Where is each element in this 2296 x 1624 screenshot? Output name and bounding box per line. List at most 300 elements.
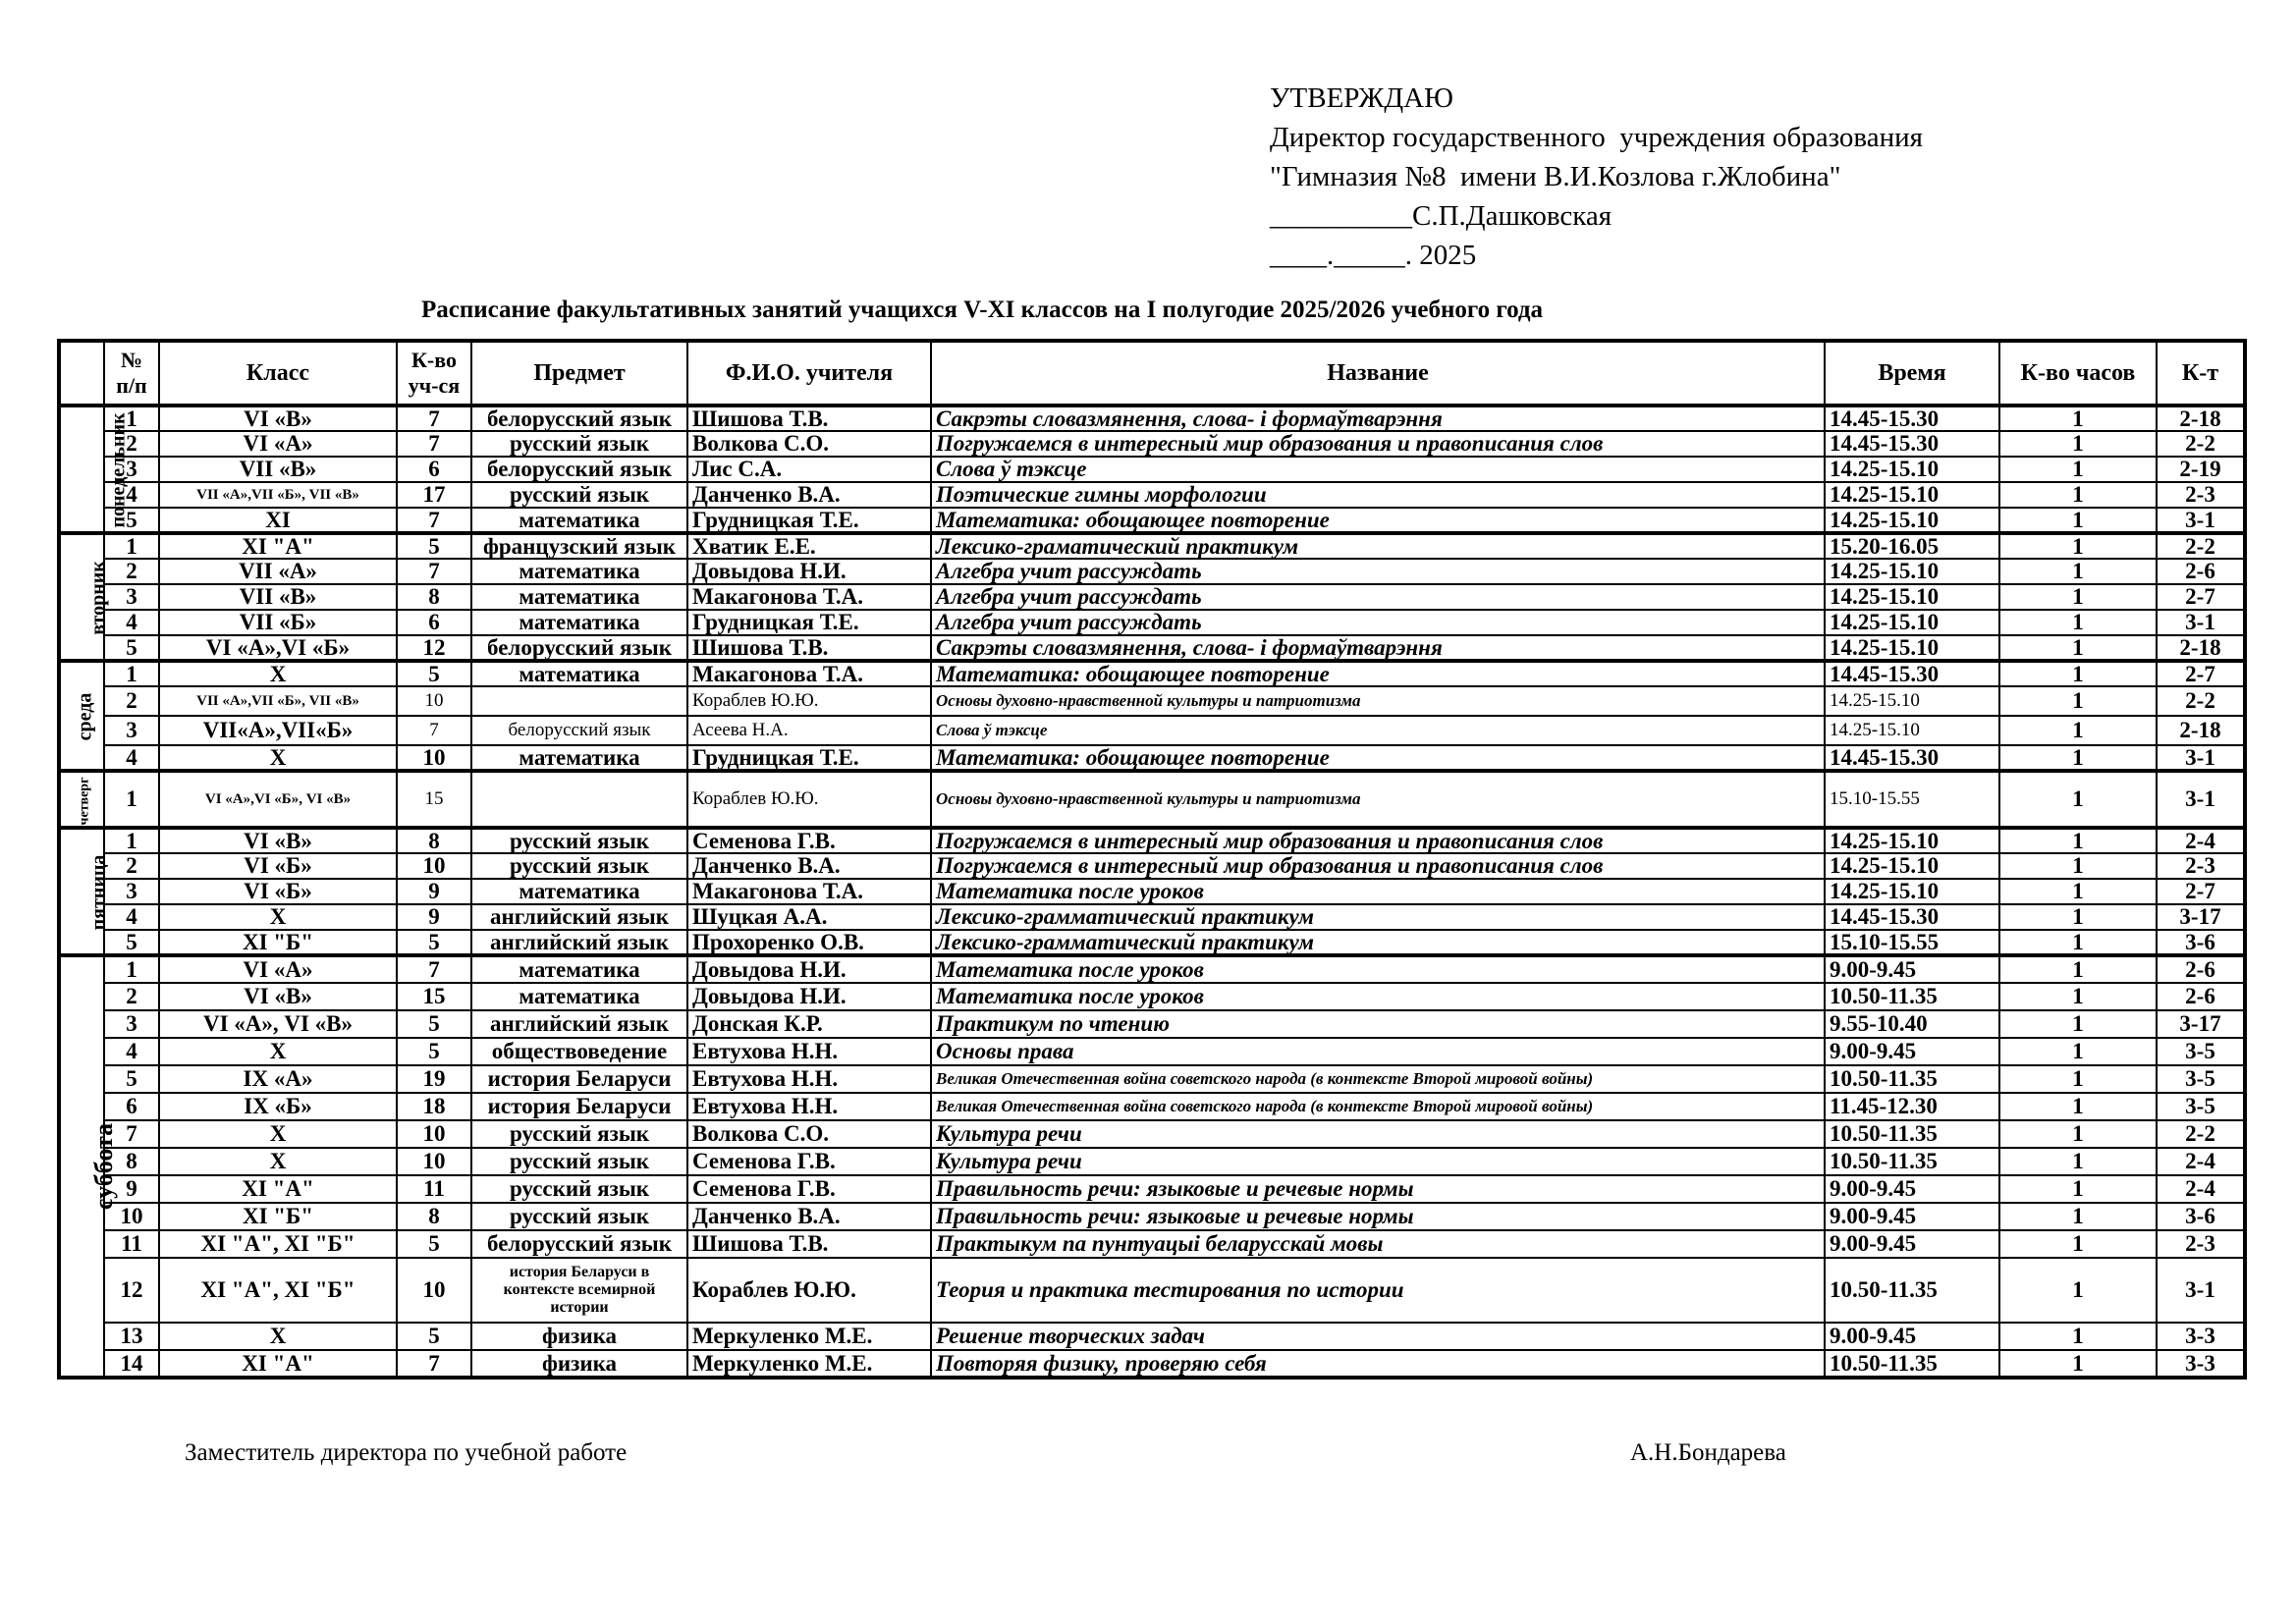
cell-num: 1 xyxy=(104,828,159,853)
cell-num: 13 xyxy=(104,1323,159,1350)
cell-num: 4 xyxy=(104,904,159,930)
cell-hours: 1 xyxy=(1999,1120,2157,1148)
table-row xyxy=(59,716,2245,745)
cell-class: VI «А» xyxy=(159,431,397,457)
cell-num: 12 xyxy=(104,1258,159,1323)
cell-num: 5 xyxy=(104,508,159,533)
cell-hours: 1 xyxy=(1999,559,2157,584)
cell-subject: обществоведение xyxy=(471,1038,687,1065)
cell-time: 9.55-10.40 xyxy=(1825,1010,1999,1038)
cell-teacher: Макагонова Т.А. xyxy=(687,661,931,686)
table-row xyxy=(59,610,2245,635)
cell-name: Великая Отечественная война советского народа (в контексте Второй мировой войны) xyxy=(931,1093,1825,1120)
cell-teacher: Евтухова Н.Н. xyxy=(687,1038,931,1065)
cell-room: 2-18 xyxy=(2157,716,2245,745)
cell-subject: русский язык xyxy=(471,1203,687,1230)
table-row xyxy=(59,431,2245,457)
header-num: № п/п xyxy=(104,341,159,406)
cell-subject: история Беларуси в контексте всемирной истории xyxy=(471,1258,687,1323)
cell-hours: 1 xyxy=(1999,1065,2157,1093)
cell-num: 3 xyxy=(104,584,159,610)
cell-num: 1 xyxy=(104,533,159,559)
day-label: четверг xyxy=(77,777,92,826)
cell-name: Культура речи xyxy=(931,1148,1825,1175)
day-label: суббота xyxy=(89,1122,119,1210)
cell-room: 2-6 xyxy=(2157,559,2245,584)
cell-num: 14 xyxy=(104,1350,159,1378)
cell-room: 3-1 xyxy=(2157,1258,2245,1323)
cell-subject: математика xyxy=(471,745,687,771)
cell-subject: английский язык xyxy=(471,1010,687,1038)
cell-class: VI «В» xyxy=(159,983,397,1010)
day-label: вторник xyxy=(86,560,109,635)
cell-hours: 1 xyxy=(1999,828,2157,853)
cell-num: 8 xyxy=(104,1148,159,1175)
cell-room: 3-6 xyxy=(2157,1203,2245,1230)
cell-hours: 1 xyxy=(1999,431,2157,457)
header-room: К-т xyxy=(2157,341,2245,406)
cell-count: 8 xyxy=(397,584,471,610)
cell-num: 2 xyxy=(104,431,159,457)
header-hours: К-во часов xyxy=(1999,341,2157,406)
cell-hours: 1 xyxy=(1999,983,2157,1010)
cell-count: 18 xyxy=(397,1093,471,1120)
cell-hours: 1 xyxy=(1999,1230,2157,1258)
cell-hours: 1 xyxy=(1999,1093,2157,1120)
cell-hours: 1 xyxy=(1999,1148,2157,1175)
cell-class: VII «А»,VII «Б», VII «В» xyxy=(159,686,397,716)
cell-room: 2-2 xyxy=(2157,533,2245,559)
cell-hours: 1 xyxy=(1999,584,2157,610)
cell-count: 10 xyxy=(397,745,471,771)
table-row xyxy=(59,1038,2245,1065)
cell-room: 2-3 xyxy=(2157,1230,2245,1258)
cell-name: Правильность речи: языковые и речевые нормы xyxy=(931,1203,1825,1230)
cell-hours: 1 xyxy=(1999,1010,2157,1038)
cell-name: Теория и практика тестирования по истории xyxy=(931,1258,1825,1323)
cell-subject: математика xyxy=(471,661,687,686)
cell-time: 14.25-15.10 xyxy=(1825,457,1999,482)
cell-room: 3-1 xyxy=(2157,745,2245,771)
cell-teacher: Кораблев Ю.Ю. xyxy=(687,686,931,716)
cell-num: 5 xyxy=(104,1065,159,1093)
cell-class: XI "А", XI "Б" xyxy=(159,1230,397,1258)
cell-time: 10.50-11.35 xyxy=(1825,1350,1999,1378)
footer-signatory: А.Н.Бондарева xyxy=(1630,1439,1786,1466)
cell-room: 2-18 xyxy=(2157,635,2245,661)
table-row xyxy=(59,983,2245,1010)
cell-time: 10.50-11.35 xyxy=(1825,1065,1999,1093)
cell-time: 14.45-15.30 xyxy=(1825,431,1999,457)
cell-time: 10.50-11.35 xyxy=(1825,1258,1999,1323)
cell-count: 12 xyxy=(397,635,471,661)
cell-time: 14.45-15.30 xyxy=(1825,904,1999,930)
cell-name: Основы права xyxy=(931,1038,1825,1065)
cell-hours: 1 xyxy=(1999,1258,2157,1323)
cell-teacher: Асеева Н.А. xyxy=(687,716,931,745)
cell-num: 5 xyxy=(104,930,159,955)
cell-num: 4 xyxy=(104,745,159,771)
cell-class: X xyxy=(159,1148,397,1175)
cell-subject: математика xyxy=(471,879,687,904)
cell-class: IX «Б» xyxy=(159,1093,397,1120)
cell-hours: 1 xyxy=(1999,745,2157,771)
cell-subject: физика xyxy=(471,1350,687,1378)
table-row xyxy=(59,635,2245,661)
cell-hours: 1 xyxy=(1999,1323,2157,1350)
cell-teacher: Волкова С.О. xyxy=(687,431,931,457)
cell-class: VI «А» xyxy=(159,955,397,983)
table-row xyxy=(59,1203,2245,1230)
cell-teacher: Данченко В.А. xyxy=(687,853,931,879)
table-row xyxy=(59,828,2245,853)
cell-room: 3-1 xyxy=(2157,771,2245,828)
cell-name: Алгебра учит рассуждать xyxy=(931,610,1825,635)
cell-time: 14.45-15.30 xyxy=(1825,406,1999,431)
cell-time: 14.25-15.10 xyxy=(1825,686,1999,716)
table-row xyxy=(59,584,2245,610)
cell-num: 4 xyxy=(104,482,159,508)
cell-time: 14.25-15.10 xyxy=(1825,559,1999,584)
cell-num: 3 xyxy=(104,879,159,904)
cell-subject: русский язык xyxy=(471,1120,687,1148)
cell-name: Лексико-грамматический практикум xyxy=(931,930,1825,955)
table-row xyxy=(59,1148,2245,1175)
cell-time: 9.00-9.45 xyxy=(1825,1203,1999,1230)
cell-subject: математика xyxy=(471,584,687,610)
cell-count: 7 xyxy=(397,955,471,983)
cell-class: VI «А», VI «В» xyxy=(159,1010,397,1038)
cell-subject: английский язык xyxy=(471,930,687,955)
cell-class: VII«А»,VII«Б» xyxy=(159,716,397,745)
cell-teacher: Грудницкая Т.Е. xyxy=(687,745,931,771)
cell-teacher: Семенова Г.В. xyxy=(687,1148,931,1175)
cell-hours: 1 xyxy=(1999,1038,2157,1065)
cell-hours: 1 xyxy=(1999,457,2157,482)
cell-room: 2-4 xyxy=(2157,828,2245,853)
cell-class: X xyxy=(159,745,397,771)
cell-subject: русский язык xyxy=(471,853,687,879)
cell-hours: 1 xyxy=(1999,879,2157,904)
table-row xyxy=(59,559,2245,584)
cell-name: Основы духовно-нравственной культуры и патриотизма xyxy=(931,771,1825,828)
cell-name: Погружаемся в интересный мир образования и правописания слов xyxy=(931,431,1825,457)
cell-time: 14.45-15.30 xyxy=(1825,745,1999,771)
cell-time: 14.25-15.10 xyxy=(1825,508,1999,533)
cell-name: Математика: обощающее повторение xyxy=(931,745,1825,771)
cell-subject xyxy=(471,686,687,716)
cell-time: 10.50-11.35 xyxy=(1825,1120,1999,1148)
cell-class: XI xyxy=(159,508,397,533)
cell-hours: 1 xyxy=(1999,904,2157,930)
day-label: понедельник xyxy=(107,411,130,528)
cell-count: 5 xyxy=(397,1038,471,1065)
cell-time: 14.25-15.10 xyxy=(1825,482,1999,508)
cell-hours: 1 xyxy=(1999,955,2157,983)
cell-room: 3-1 xyxy=(2157,610,2245,635)
cell-subject: белорусский язык xyxy=(471,1230,687,1258)
table-row xyxy=(59,930,2245,955)
cell-hours: 1 xyxy=(1999,1350,2157,1378)
cell-count: 19 xyxy=(397,1065,471,1093)
cell-name: Лексико-граматический практикум xyxy=(931,533,1825,559)
day-monday-cell xyxy=(59,406,130,533)
day-wednesday-cell xyxy=(59,661,104,771)
header-class: Класс xyxy=(159,341,397,406)
cell-time: 14.25-15.10 xyxy=(1825,853,1999,879)
cell-hours: 1 xyxy=(1999,533,2157,559)
cell-name: Математика: обощающее повторение xyxy=(931,661,1825,686)
cell-count: 7 xyxy=(397,559,471,584)
cell-count: 5 xyxy=(397,1010,471,1038)
header-subject: Предмет xyxy=(471,341,687,406)
cell-time: 10.50-11.35 xyxy=(1825,983,1999,1010)
cell-teacher: Волкова С.О. xyxy=(687,1120,931,1148)
cell-teacher: Макагонова Т.А. xyxy=(687,584,931,610)
cell-room: 3-5 xyxy=(2157,1093,2245,1120)
day-label: пятница xyxy=(87,854,110,930)
cell-num: 5 xyxy=(104,635,159,661)
cell-room: 2-2 xyxy=(2157,431,2245,457)
cell-time: 15.10-15.55 xyxy=(1825,771,1999,828)
cell-name: Повторяя физику, проверяю себя xyxy=(931,1350,1825,1378)
cell-time: 9.00-9.45 xyxy=(1825,1230,1999,1258)
cell-time: 9.00-9.45 xyxy=(1825,1038,1999,1065)
cell-time: 14.45-15.30 xyxy=(1825,661,1999,686)
cell-subject: математика xyxy=(471,610,687,635)
table-row xyxy=(59,1175,2245,1203)
cell-count: 10 xyxy=(397,853,471,879)
cell-name: Основы духовно-нравственной культуры и патриотизма xyxy=(931,686,1825,716)
cell-teacher: Шишова Т.В. xyxy=(687,406,931,431)
table-row xyxy=(59,482,2245,508)
cell-teacher: Евтухова Н.Н. xyxy=(687,1065,931,1093)
cell-room: 2-6 xyxy=(2157,983,2245,1010)
cell-room: 2-18 xyxy=(2157,406,2245,431)
table-row xyxy=(59,904,2245,930)
cell-num: 7 xyxy=(104,1120,159,1148)
cell-time: 10.50-11.35 xyxy=(1825,1148,1999,1175)
cell-class: XI "А" xyxy=(159,1175,397,1203)
cell-subject: русский язык xyxy=(471,482,687,508)
cell-count: 15 xyxy=(397,983,471,1010)
table-row xyxy=(59,661,2245,686)
cell-teacher: Меркуленко М.Е. xyxy=(687,1323,931,1350)
cell-room: 2-7 xyxy=(2157,584,2245,610)
cell-hours: 1 xyxy=(1999,635,2157,661)
cell-teacher: Данченко В.А. xyxy=(687,1203,931,1230)
cell-teacher: Данченко В.А. xyxy=(687,482,931,508)
cell-teacher: Евтухова Н.Н. xyxy=(687,1093,931,1120)
cell-class: IX «А» xyxy=(159,1065,397,1093)
cell-teacher: Довыдова Н.И. xyxy=(687,983,931,1010)
table-row xyxy=(59,1350,2245,1378)
cell-room: 2-3 xyxy=(2157,853,2245,879)
cell-time: 9.00-9.45 xyxy=(1825,1175,1999,1203)
cell-num: 1 xyxy=(104,661,159,686)
cell-room: 3-3 xyxy=(2157,1350,2245,1378)
cell-class: VII «А» xyxy=(159,559,397,584)
cell-room: 3-3 xyxy=(2157,1323,2245,1350)
cell-num: 2 xyxy=(104,983,159,1010)
header-count: К-во уч-ся xyxy=(397,341,471,406)
cell-class: VII «В» xyxy=(159,584,397,610)
cell-room: 2-7 xyxy=(2157,879,2245,904)
header-teacher: Ф.И.О. учителя xyxy=(687,341,931,406)
cell-name: Сакрэты словазмянення, слова- і формаўтварэння xyxy=(931,406,1825,431)
cell-subject: математика xyxy=(471,559,687,584)
cell-teacher: Прохоренко О.В. xyxy=(687,930,931,955)
schedule-body xyxy=(59,406,2245,1378)
cell-name: Практыкум па пунтуацыі беларусскай мовы xyxy=(931,1230,1825,1258)
cell-class: VII «А»,VII «Б», VII «В» xyxy=(159,482,397,508)
cell-time: 15.20-16.05 xyxy=(1825,533,1999,559)
cell-num: 1 xyxy=(104,955,159,983)
table-row xyxy=(59,406,2245,431)
cell-room: 2-4 xyxy=(2157,1175,2245,1203)
cell-room: 3-6 xyxy=(2157,930,2245,955)
cell-name: Математика после уроков xyxy=(931,983,1825,1010)
cell-class: XI "А" xyxy=(159,533,397,559)
cell-teacher: Меркуленко М.Е. xyxy=(687,1350,931,1378)
cell-hours: 1 xyxy=(1999,406,2157,431)
cell-time: 9.00-9.45 xyxy=(1825,955,1999,983)
cell-hours: 1 xyxy=(1999,930,2157,955)
cell-subject: история Беларуси xyxy=(471,1093,687,1120)
table-row xyxy=(59,879,2245,904)
cell-count: 6 xyxy=(397,457,471,482)
cell-count: 8 xyxy=(397,828,471,853)
table-row xyxy=(59,771,2245,828)
cell-name: Решение творческих задач xyxy=(931,1323,1825,1350)
cell-teacher: Шишова Т.В. xyxy=(687,635,931,661)
cell-class: VI «А»,VI «Б» xyxy=(159,635,397,661)
cell-subject: русский язык xyxy=(471,1175,687,1203)
cell-room: 3-5 xyxy=(2157,1038,2245,1065)
cell-name: Математика после уроков xyxy=(931,879,1825,904)
cell-class: XI "А" xyxy=(159,1350,397,1378)
cell-teacher: Шишова Т.В. xyxy=(687,1230,931,1258)
cell-room: 3-17 xyxy=(2157,904,2245,930)
approval-school: "Гимназия №8 имени В.И.Козлова г.Жлобина" xyxy=(1270,161,1841,192)
table-row xyxy=(59,1120,2245,1148)
cell-class: X xyxy=(159,1323,397,1350)
table-row xyxy=(59,853,2245,879)
cell-name: Погружаемся в интересный мир образования и правописания слов xyxy=(931,853,1825,879)
cell-subject: белорусский язык xyxy=(471,716,687,745)
cell-count: 10 xyxy=(397,686,471,716)
cell-teacher: Кораблев Ю.Ю. xyxy=(687,1258,931,1323)
cell-count: 17 xyxy=(397,482,471,508)
cell-class: VI «А»,VI «Б», VI «В» xyxy=(159,771,397,828)
day-saturday-cell xyxy=(59,955,119,1378)
cell-num: 2 xyxy=(104,559,159,584)
cell-hours: 1 xyxy=(1999,716,2157,745)
cell-class: VI «Б» xyxy=(159,879,397,904)
cell-hours: 1 xyxy=(1999,771,2157,828)
cell-class: X xyxy=(159,1120,397,1148)
cell-subject: физика xyxy=(471,1323,687,1350)
cell-subject: русский язык xyxy=(471,828,687,853)
cell-num: 9 xyxy=(104,1175,159,1203)
cell-count: 15 xyxy=(397,771,471,828)
cell-class: X xyxy=(159,661,397,686)
cell-hours: 1 xyxy=(1999,610,2157,635)
cell-name: Сакрэты словазмянення, слова- і формаўтварэння xyxy=(931,635,1825,661)
cell-subject: математика xyxy=(471,508,687,533)
cell-hours: 1 xyxy=(1999,508,2157,533)
table-row xyxy=(59,508,2245,533)
cell-time: 14.25-15.10 xyxy=(1825,610,1999,635)
cell-class: VII «Б» xyxy=(159,610,397,635)
table-row xyxy=(59,457,2245,482)
cell-subject: белорусский язык xyxy=(471,635,687,661)
cell-num: 6 xyxy=(104,1093,159,1120)
cell-num: 11 xyxy=(104,1230,159,1258)
cell-room: 3-5 xyxy=(2157,1065,2245,1093)
cell-name: Поэтические гимны морфологии xyxy=(931,482,1825,508)
table-row xyxy=(59,1258,2245,1323)
table-row xyxy=(59,1230,2245,1258)
footer-position: Заместитель директора по учебной работе xyxy=(185,1439,628,1466)
cell-hours: 1 xyxy=(1999,1203,2157,1230)
approval-signature: __________С.П.Дашковская xyxy=(1270,200,1613,232)
cell-teacher: Хватик Е.Е. xyxy=(687,533,931,559)
cell-teacher: Грудницкая Т.Е. xyxy=(687,610,931,635)
cell-name: Культура речи xyxy=(931,1120,1825,1148)
header-day xyxy=(59,341,104,406)
cell-num: 4 xyxy=(104,1038,159,1065)
cell-time: 11.45-12.30 xyxy=(1825,1093,1999,1120)
cell-time: 15.10-15.55 xyxy=(1825,930,1999,955)
cell-count: 7 xyxy=(397,716,471,745)
header-row xyxy=(59,341,2245,406)
approval-heading: УТВЕРЖДАЮ xyxy=(1270,82,1453,114)
cell-name: Алгебра учит рассуждать xyxy=(931,559,1825,584)
cell-class: VI «В» xyxy=(159,406,397,431)
cell-count: 10 xyxy=(397,1120,471,1148)
cell-class: XI "Б" xyxy=(159,930,397,955)
day-friday-cell xyxy=(59,828,110,955)
header-name: Название xyxy=(931,341,1825,406)
cell-class: XI "Б" xyxy=(159,1203,397,1230)
cell-teacher: Семенова Г.В. xyxy=(687,828,931,853)
schedule-table xyxy=(57,339,2247,1380)
cell-room: 2-19 xyxy=(2157,457,2245,482)
cell-subject: французский язык xyxy=(471,533,687,559)
cell-room: 2-2 xyxy=(2157,1120,2245,1148)
cell-name: Правильность речи: языковые и речевые нормы xyxy=(931,1175,1825,1203)
cell-count: 9 xyxy=(397,904,471,930)
cell-teacher: Донская К.Р. xyxy=(687,1010,931,1038)
table-row xyxy=(59,1323,2245,1350)
table-row xyxy=(59,533,2245,559)
cell-count: 5 xyxy=(397,930,471,955)
cell-hours: 1 xyxy=(1999,1175,2157,1203)
cell-count: 7 xyxy=(397,508,471,533)
cell-count: 11 xyxy=(397,1175,471,1203)
cell-class: VII «В» xyxy=(159,457,397,482)
cell-class: X xyxy=(159,1038,397,1065)
cell-teacher: Кораблев Ю.Ю. xyxy=(687,771,931,828)
cell-subject: русский язык xyxy=(471,1148,687,1175)
cell-count: 10 xyxy=(397,1148,471,1175)
cell-num: 3 xyxy=(104,457,159,482)
cell-count: 7 xyxy=(397,431,471,457)
cell-room: 2-3 xyxy=(2157,482,2245,508)
cell-name: Математика: обощающее повторение xyxy=(931,508,1825,533)
cell-teacher: Грудницкая Т.Е. xyxy=(687,508,931,533)
